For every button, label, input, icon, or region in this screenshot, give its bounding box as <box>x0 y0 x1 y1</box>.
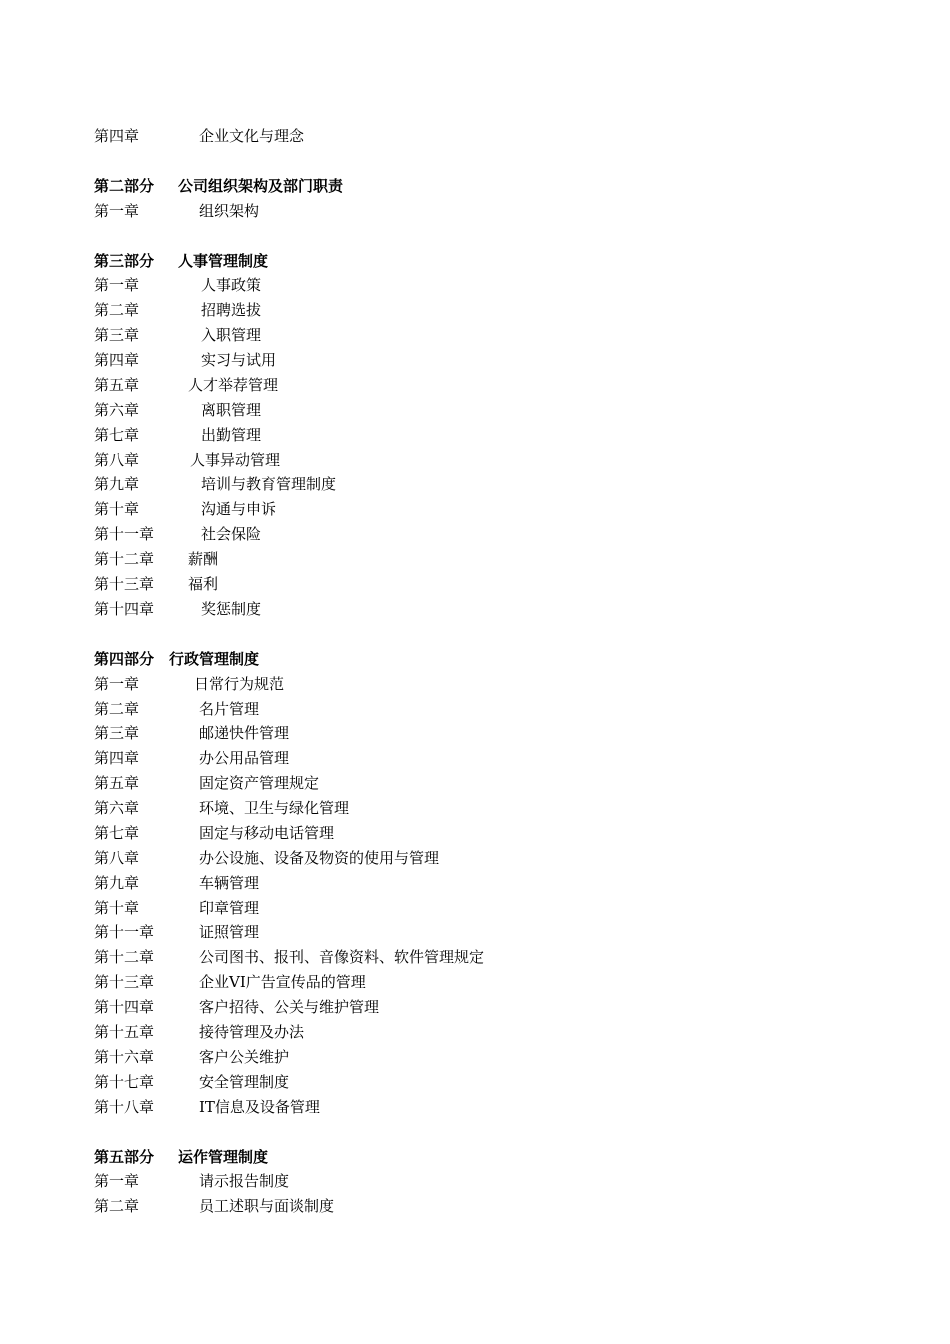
chapter-number: 第四章 <box>94 351 140 369</box>
part-number: 第三部分 <box>94 252 155 270</box>
chapter-number: 第八章 <box>94 451 140 469</box>
chapter-title: 沟通与申诉 <box>201 500 277 518</box>
chapter-number: 第十六章 <box>94 1048 155 1066</box>
part-title: 运作管理制度 <box>178 1148 269 1166</box>
part-title: 人事管理制度 <box>178 252 269 270</box>
chapter-title: 公司图书、报刊、音像资料、软件管理规定 <box>199 948 485 966</box>
chapter-title: 请示报告制度 <box>199 1172 290 1190</box>
chapter-title: 客户招待、公关与维护管理 <box>199 998 380 1016</box>
chapter-title: 离职管理 <box>201 401 262 419</box>
chapter-number: 第二章 <box>94 700 140 718</box>
chapter-title: 人事政策 <box>201 276 262 294</box>
chapter-title: 人才举荐管理 <box>188 376 279 394</box>
chapter-title: 招聘选拔 <box>201 301 262 319</box>
chapter-number: 第二章 <box>94 1197 140 1215</box>
chapter-number: 第五章 <box>94 376 140 394</box>
chapter-number: 第一章 <box>94 1172 140 1190</box>
chapter-number: 第二章 <box>94 301 140 319</box>
chapter-number: 第九章 <box>94 874 140 892</box>
chapter-number: 第十一章 <box>94 923 155 941</box>
chapter-number: 第三章 <box>94 724 140 742</box>
chapter-title: 组织架构 <box>199 202 260 220</box>
chapter-number: 第六章 <box>94 401 140 419</box>
chapter-title: 奖惩制度 <box>201 600 262 618</box>
chapter-title: 办公设施、设备及物资的使用与管理 <box>199 849 440 867</box>
chapter-title: 入职管理 <box>201 326 262 344</box>
chapter-number: 第十一章 <box>94 525 155 543</box>
chapter-title: 车辆管理 <box>199 874 260 892</box>
chapter-title: 客户公关维护 <box>199 1048 290 1066</box>
chapter-title: 企业VI广告宣传品的管理 <box>199 973 366 991</box>
chapter-number: 第四章 <box>94 127 140 145</box>
chapter-number: 第五章 <box>94 774 140 792</box>
chapter-title: 邮递快件管理 <box>199 724 290 742</box>
part-number: 第四部分 <box>94 650 155 668</box>
chapter-title: 培训与教育管理制度 <box>201 475 337 493</box>
chapter-title: 安全管理制度 <box>199 1073 290 1091</box>
chapter-number: 第七章 <box>94 824 140 842</box>
chapter-title: 福利 <box>188 575 219 593</box>
chapter-number: 第一章 <box>94 675 140 693</box>
chapter-number: 第一章 <box>94 276 140 294</box>
chapter-number: 第十二章 <box>94 550 155 568</box>
chapter-number: 第十三章 <box>94 575 155 593</box>
chapter-title: 出勤管理 <box>201 426 262 444</box>
chapter-title: 名片管理 <box>199 700 260 718</box>
chapter-title: 薪酬 <box>188 550 219 568</box>
chapter-title: 企业文化与理念 <box>199 127 305 145</box>
chapter-number: 第七章 <box>94 426 140 444</box>
chapter-title: 固定资产管理规定 <box>199 774 320 792</box>
chapter-number: 第十章 <box>94 899 140 917</box>
part-number: 第二部分 <box>94 177 155 195</box>
chapter-title: 社会保险 <box>201 525 262 543</box>
chapter-title: 印章管理 <box>199 899 260 917</box>
chapter-number: 第十四章 <box>94 600 155 618</box>
chapter-number: 第四章 <box>94 749 140 767</box>
chapter-title: 固定与移动电话管理 <box>199 824 335 842</box>
chapter-number: 第八章 <box>94 849 140 867</box>
chapter-title: 证照管理 <box>199 923 260 941</box>
chapter-number: 第十四章 <box>94 998 155 1016</box>
chapter-number: 第三章 <box>94 326 140 344</box>
chapter-title: 办公用品管理 <box>199 749 290 767</box>
chapter-title: 实习与试用 <box>201 351 277 369</box>
chapter-number: 第一章 <box>94 202 140 220</box>
part-title: 公司组织架构及部门职责 <box>178 177 344 195</box>
chapter-title: 员工述职与面谈制度 <box>199 1197 335 1215</box>
part-title: 行政管理制度 <box>169 650 260 668</box>
chapter-number: 第六章 <box>94 799 140 817</box>
chapter-number: 第十二章 <box>94 948 155 966</box>
chapter-number: 第十七章 <box>94 1073 155 1091</box>
chapter-title: 接待管理及办法 <box>199 1023 305 1041</box>
chapter-title: 人事异动管理 <box>190 451 281 469</box>
chapter-number: 第十八章 <box>94 1098 155 1116</box>
chapter-title: 环境、卫生与绿化管理 <box>199 799 350 817</box>
chapter-number: 第十五章 <box>94 1023 155 1041</box>
chapter-title: 日常行为规范 <box>194 675 285 693</box>
chapter-number: 第十章 <box>94 500 140 518</box>
chapter-number: 第九章 <box>94 475 140 493</box>
part-number: 第五部分 <box>94 1148 155 1166</box>
chapter-title: IT信息及设备管理 <box>199 1098 320 1116</box>
chapter-number: 第十三章 <box>94 973 155 991</box>
